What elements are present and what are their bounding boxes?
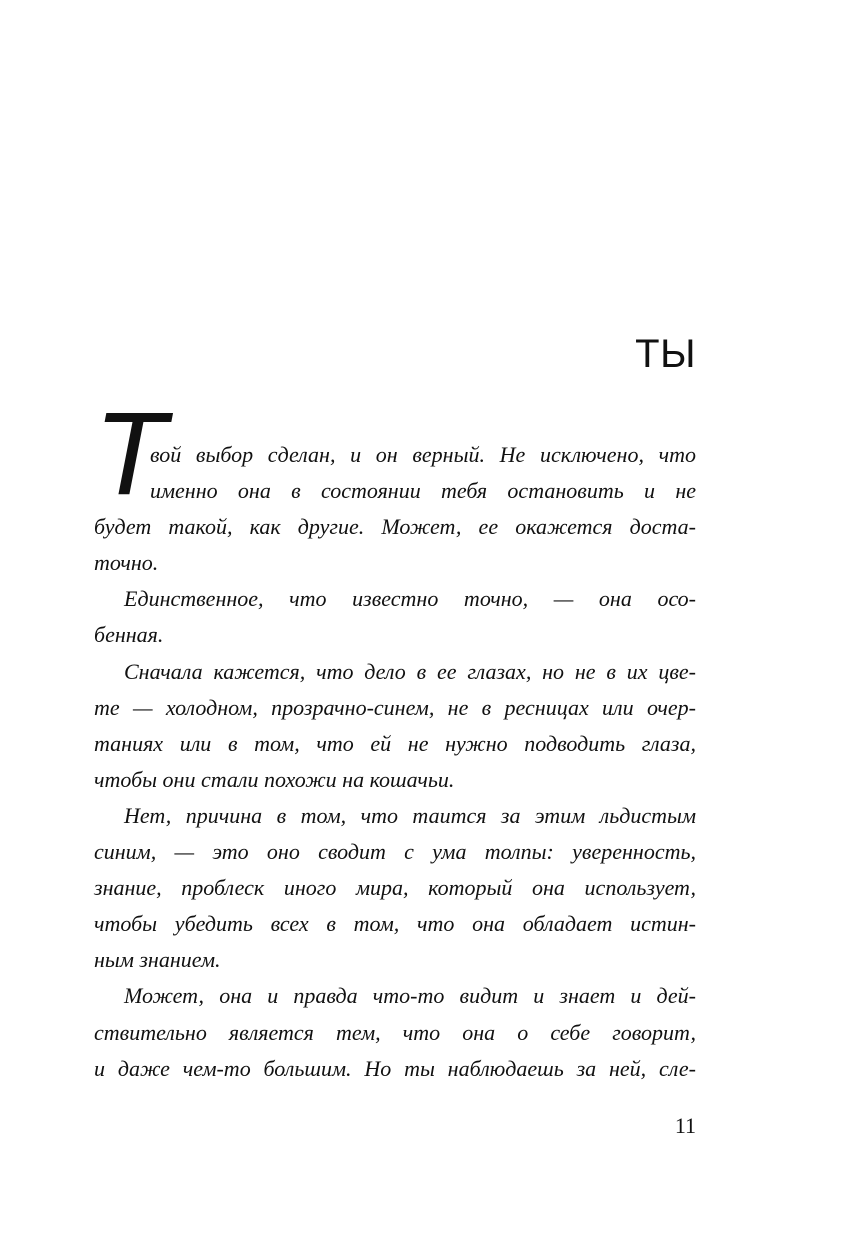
text-line: ствительно является тем, что она о себе говорит,	[94, 1019, 696, 1045]
text-line: и даже чем-то большим. Но ты наблюдаешь за ней, сле-	[94, 1055, 696, 1081]
text-line: Единственное, что известно точно, — она осо-	[124, 586, 696, 612]
text-line: бенная.	[94, 622, 164, 648]
text-line: те — холодном, прозрачно-синем, не в ресницах или очер-	[94, 694, 696, 720]
drop-cap: Т	[94, 388, 167, 520]
text-line: Сначала кажется, что дело в ее глазах, но не в их цве-	[124, 658, 696, 684]
text-line: именно она в состоянии тебя остановить и не	[150, 478, 696, 504]
text-line: будет такой, как другие. Может, ее окажется доста-	[94, 514, 696, 540]
chapter-title: ТЫ	[635, 332, 696, 376]
text-line: Нет, причина в том, что таится за этим льдистым	[124, 802, 696, 828]
body-text	[94, 437, 696, 1087]
text-line: Может, она и правда что-то видит и знает и дей-	[124, 983, 696, 1009]
text-line: чтобы они стали похожи на кошачьи.	[94, 766, 455, 792]
text-line: чтобы убедить всех в том, что она обладает истин-	[94, 911, 696, 937]
text-line: ным знанием.	[94, 947, 221, 973]
text-line: точно.	[94, 550, 159, 576]
page-number: 11	[674, 1113, 696, 1138]
text-line: вой выбор сделан, и он верный. Не исключено, что	[150, 442, 696, 467]
text-line: синим, — это оно сводит с ума толпы: уверенность,	[94, 839, 696, 865]
text-line: таниях или в том, что ей не нужно подводить глаза,	[94, 730, 696, 756]
text-line: знание, проблеск иного мира, который она использует,	[94, 875, 696, 901]
